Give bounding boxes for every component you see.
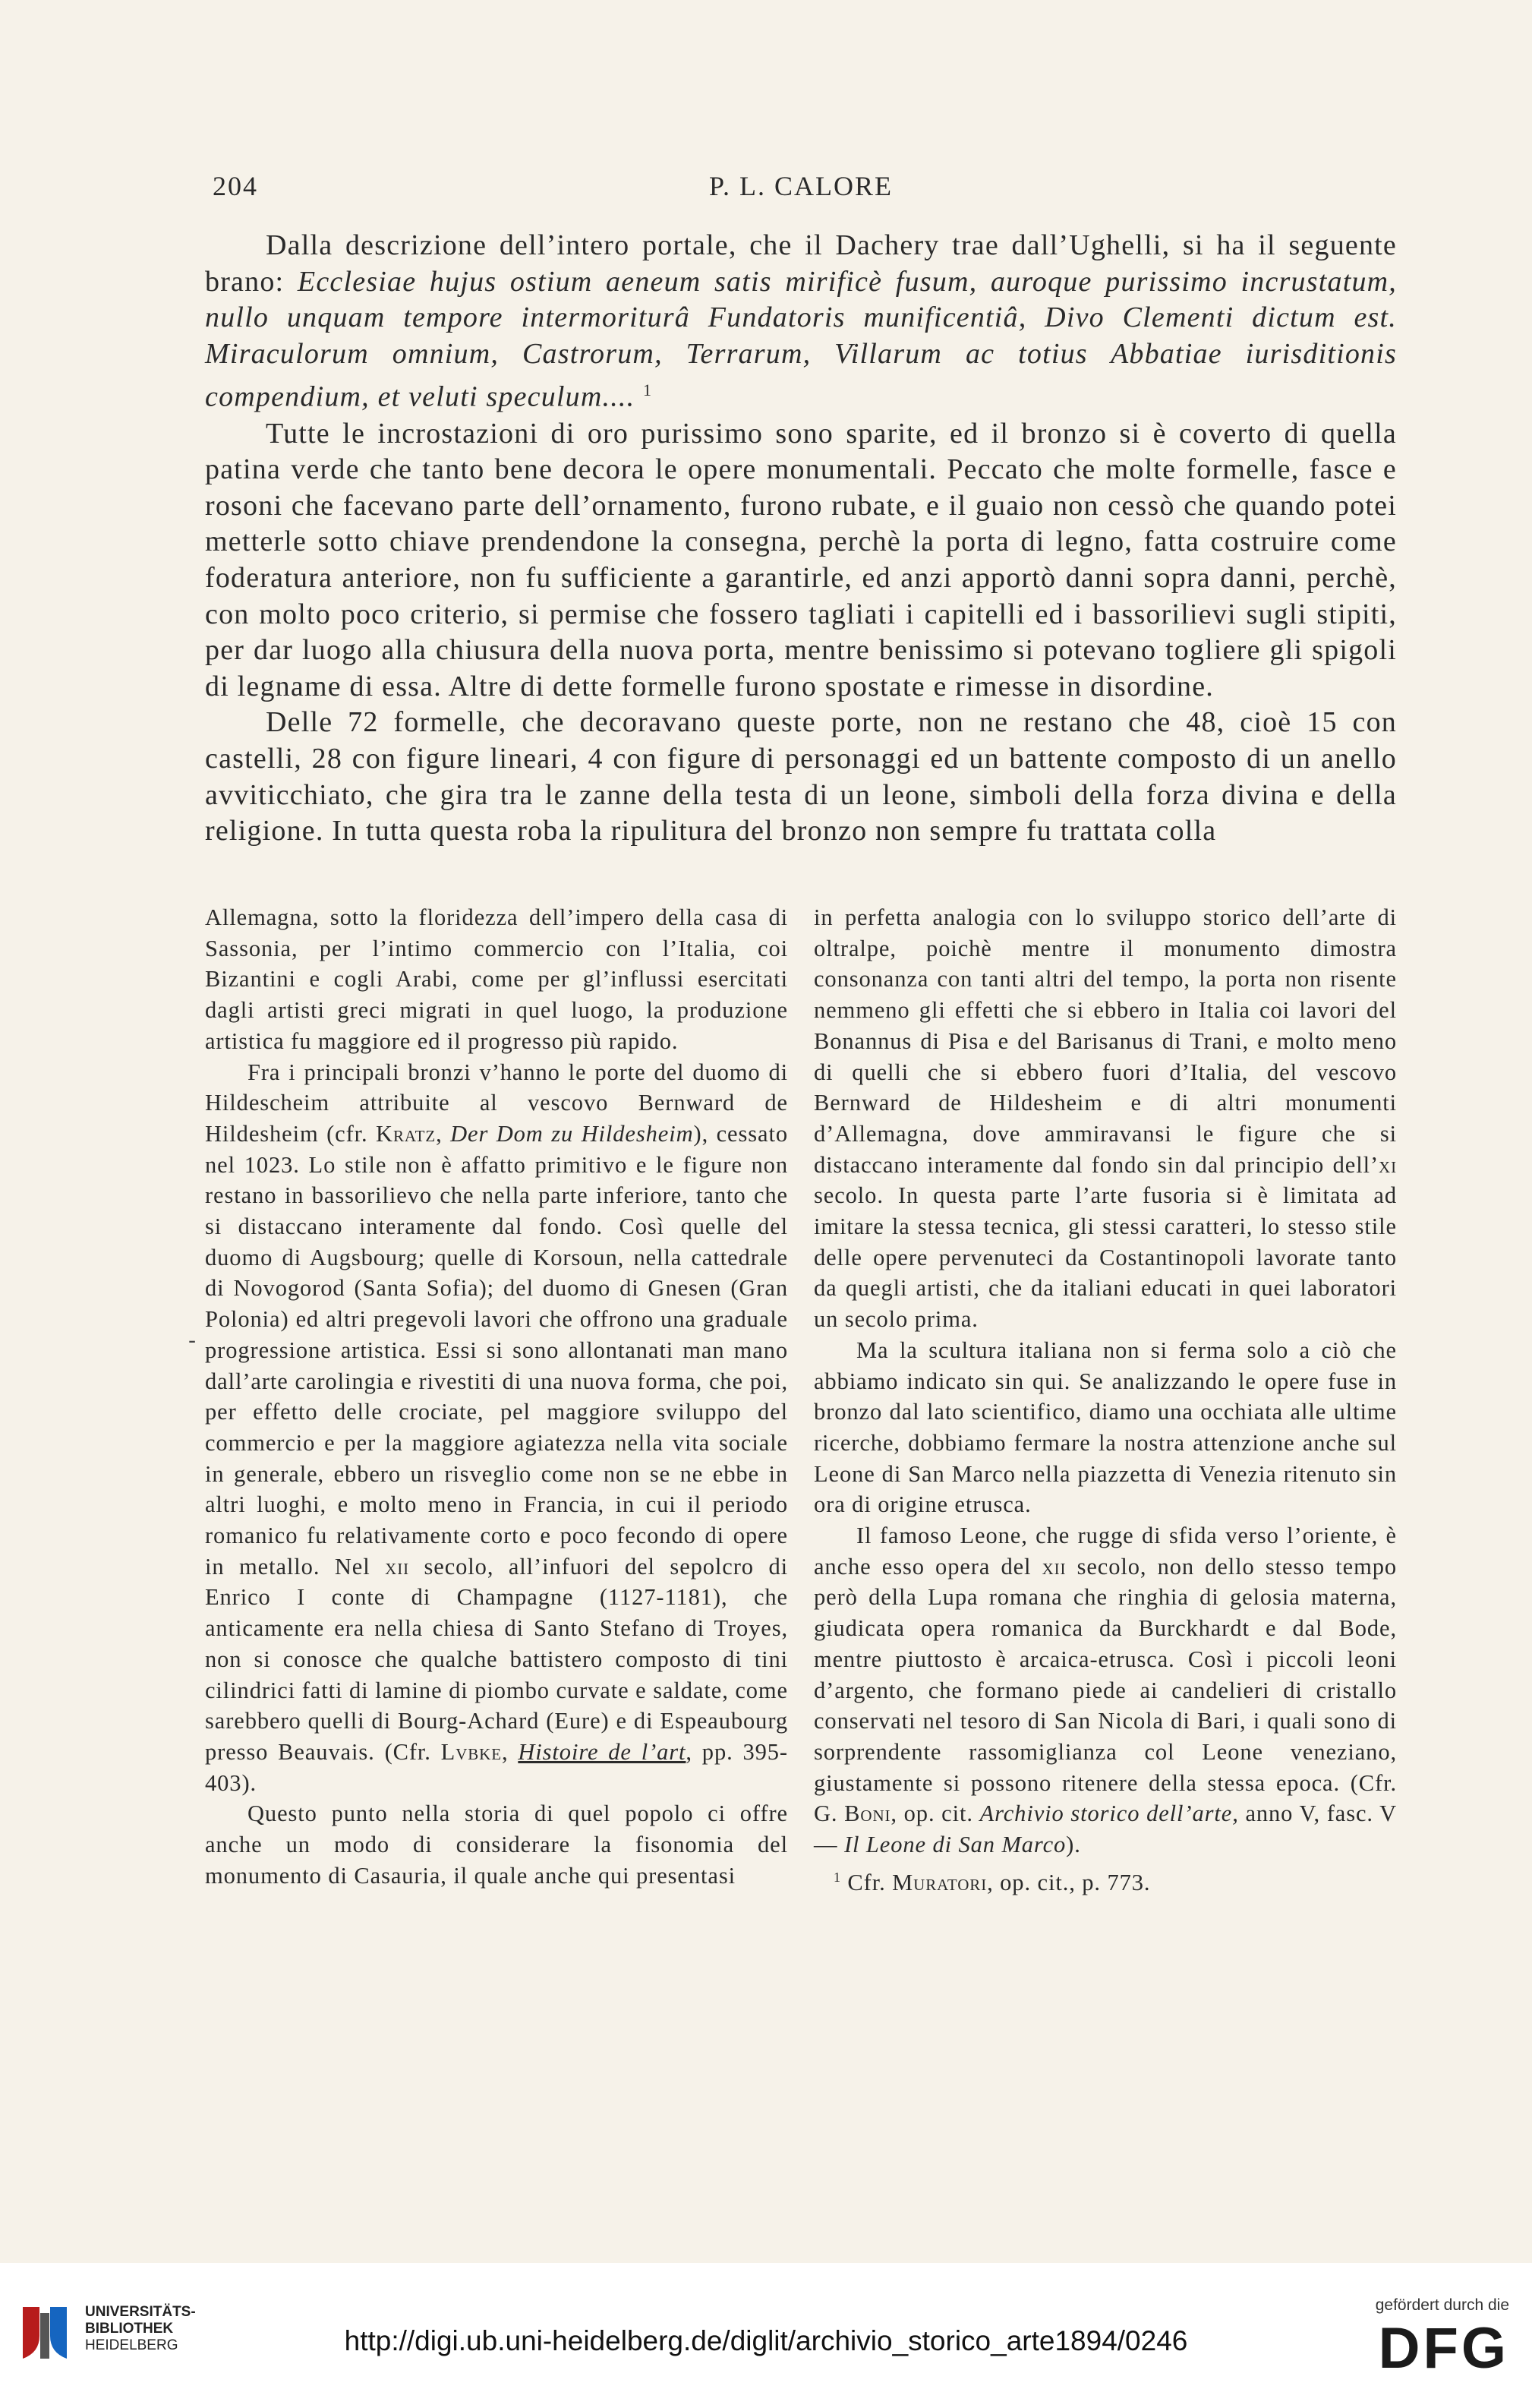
century-numeral: xi <box>1379 1151 1397 1178</box>
running-title: P. L. CALORE <box>708 171 894 201</box>
column-paragraph: Allemagna, sotto la floridezza dell’impero della casa di Sassonia, per l’intimo commercio con l’Italia, coi Bizantini e cogli Arabi, come per gl’influssi esercitati dagli artisti greci migrati in quel luogo, la produzione artistica fu maggiore ed il progresso più rapido. <box>205 904 788 1054</box>
text-run: in perfetta analogia con lo sviluppo storico dell’arte di oltralpe, poichè mentre il monumento dimostra consonanza con tanti altri del tempo, la porta non risente nemmeno gli effetti che si ebbero in Italia coi lavori del Bonannus di Pisa e del Barisanus di Trani, e molto meno di quelli che si ebbero fuori d’Italia, del vescovo Bernward de Hildesheim e di altri monumenti d’Allemagna, dove ammiravansi le figure che si distaccano interamente dal fondo sin dal principio dell’ <box>814 904 1397 1178</box>
column-paragraph <box>205 1057 788 1799</box>
text-run: Fra i principali bronzi v’hanno le porte del duomo di Hildescheim attribuite al vescovo Bernward de Hildesheim (cfr. <box>205 1059 788 1147</box>
century-numeral: xii <box>1042 1553 1067 1580</box>
article-title: Il Leone di San Marco <box>843 1832 1067 1858</box>
column-paragraph: Ma la scultura italiana non si ferma solo a ciò che abbiamo indicato sin qui. Se analizzando le opere fuse in bronzo dal lato scientifico, diamo una occhiata alle ultime ricerche, dobbiamo fermare la nostra attenzione anche sul Leone di San Marco nella piazzetta di Venezia ritenuto sin ora di origine etrusca. <box>814 1337 1397 1518</box>
author-name: Kratz <box>376 1120 437 1147</box>
text-run: , op. cit., p. 773. <box>987 1869 1151 1895</box>
book-title: Der Dom zu Hildesheim <box>450 1120 694 1147</box>
margin-mark: - <box>188 1327 197 1354</box>
text-run: ), cessato nel 1023. Lo stile non è affatto primitivo e le figure non restano in bassorilievo che nella parte inferiore, tanto che si distaccano interamente dal fondo. Così quelle del duomo di Augsbourg; quelle di Korsoun, nella cattedrale di Novogorod (Santa Sofia); del duomo di Gnesen (Gran Polonia) ed altri pregevoli lavori che offrono una graduale progressione artistica. Essi si sono allontanati man mano dall’arte carolingia e rivestiti di una nuova forma, che poi, per effetto delle crociate, pel maggiore sviluppo del commercio e per la maggiore agiatezza nella vita sociale in generale, ebbero un risveglio come non se ne ebbe in altri luoghi, e molto meno in Francia, in cui il periodo romanico fu relativamente corto e poco fecondo di opere in metallo. Nel <box>205 1120 788 1580</box>
text-run: , op. cit. <box>891 1800 980 1827</box>
library-name-line: BIBLIOTHEK <box>85 2321 174 2337</box>
text-run: Il famoso Leone, che rugge di sfida verso l’oriente, è anche esso opera del <box>814 1523 1397 1580</box>
journal-title: Archivio storico dell’arte, <box>979 1800 1239 1827</box>
funded-by-label: gefördert durch die <box>1375 2296 1509 2314</box>
text-run: secolo, non dello stesso tempo però della Lupa romana che ringhia di gelosia materna, giudicata opera romanica da Burckhardt e dal Bode, mentre piuttosto è arcaica-etrusca. Così i piccoli leoni d’argento, che formano piede ai candelieri di cristallo conservati nel tesoro di San Nicola di Bari, i quali sono di sorprendente rassomiglianza col Leone veneziano, giustamente si possono ritenere della stessa epoca. (Cfr. <box>814 1553 1397 1796</box>
text-run: ). <box>1066 1832 1081 1858</box>
dfg-funding <box>1335 2296 1509 2374</box>
text-run: Cfr. <box>840 1869 893 1895</box>
dfg-logo-icon <box>1357 2321 1509 2374</box>
text-run: secolo. In questa parte l’arte fusoria si è limitata ad imitare la stessa tecnica, gli stessi caratteri, lo stesso stile delle opere pervenuteci da Costantinopoli lavorate tanto da quegli artisti, che da italiani educati in quei laboratori un secolo prima. <box>814 1182 1397 1333</box>
main-paragraph <box>205 228 1397 416</box>
digitization-footer <box>0 2263 1532 2408</box>
book-title: Histoire de l’art <box>518 1738 686 1765</box>
main-paragraph: Tutte le incrostazioni di oro purissimo sono sparite, ed il bronzo si è coverto di quella patina verde che tanto bene decora le opere monumentali. Peccato che molte formelle, fasce e rosoni che facevano parte dell’ornamento, furono rubate, e il guaio non cessò che quando potei metterle sotto chiave prendendone la consegna, perchè la porta di legno, fatta costruire come foderatura anteriore, non fu sufficiente a garantirle, ed anzi apportò danni sopra danni, perchè, con molto poco criterio, si permise che fossero tagliati i capitelli ed i bassorilievi sugli stipiti, per dar luogo alla chiusura della nuova porta, mentre benissimo si potevano togliere gli spigoli di legname di essa. Altre di dette formelle furono spostate e rimesse in disordine. <box>205 417 1397 702</box>
text-run: Dalla descrizione dell’intero portale, che il Dachery trae dall’Ughelli, si ha il seguente brano: <box>205 229 1397 298</box>
page-number: 204 <box>213 171 258 201</box>
column-paragraph <box>814 902 1397 1335</box>
text-run: , <box>501 1738 519 1765</box>
text-run: secolo, all’infuori del sepolcro di Enrico I conte di Champagne (1127-1181), che anticamente era nella chiesa di Santo Stefano di Troyes, non si conosce che qualche battistero composto di tini cilindrici fatti di lamine di piombo curvate e saldate, come sarebbero quelli di Bourg-Achard (Eure) e di Espeaubourg presso Beauvais. (Cfr. <box>205 1553 788 1765</box>
text-run: anno V, fasc. V — <box>814 1800 1398 1858</box>
dfg-logo-text: DFG <box>1378 2321 1509 2374</box>
main-paragraph: Delle 72 formelle, che decoravano queste porte, non ne restano che 48, cioè 15 con castelli, 28 con figure lineari, 4 con figure di personaggi ed un battente composto di un anello avviticchiato, che gira tra le zanne della testa di un leone, simboli della forza divina e della religione. In tutta questa roba la ripulitura del bronzo non sempre fu trattata colla <box>205 706 1397 847</box>
text-run: , <box>436 1120 451 1147</box>
main-text <box>205 228 1397 850</box>
library-name-line: HEIDELBERG <box>85 2337 178 2353</box>
century-numeral: xii <box>385 1553 409 1580</box>
library-name-line: UNIVERSITÄTS- <box>85 2304 196 2320</box>
text-run: , pp. 395-403). <box>205 1738 788 1796</box>
right-column <box>814 902 1397 1898</box>
column-paragraph: Questo punto nella storia di quel popolo ci offre anche un modo di considerare la fisonomia del monumento di Casauria, il quale anche qui presentasi <box>205 1800 788 1889</box>
column-paragraph <box>814 1520 1397 1860</box>
source-url[interactable]: http://digi.ub.uni-heidelberg.de/diglit/archivio_storico_arte1894/0246 <box>344 2325 1188 2356</box>
footnote-number: 1 <box>834 1869 841 1885</box>
left-column <box>205 902 788 1892</box>
footnote-ref: 1 <box>643 380 653 400</box>
author-name: Muratori <box>892 1869 988 1895</box>
footnote <box>814 1862 1397 1898</box>
author-name: Lvbke <box>440 1738 502 1765</box>
author-name: G. Boni <box>814 1800 891 1827</box>
latin-quote: Ecclesiae hujus ostium aeneum satis mirificè fusum, auroque purissimo incrustatum, nullo unquam tempore intermoriturâ Fundatoris munificentiâ, Divo Clementi dictum est. Miraculorum omnium, Castrorum, Terrarum, Villarum ac totius Abbatiae iurisditionis compendium, et veluti speculum.... <box>205 265 1397 414</box>
